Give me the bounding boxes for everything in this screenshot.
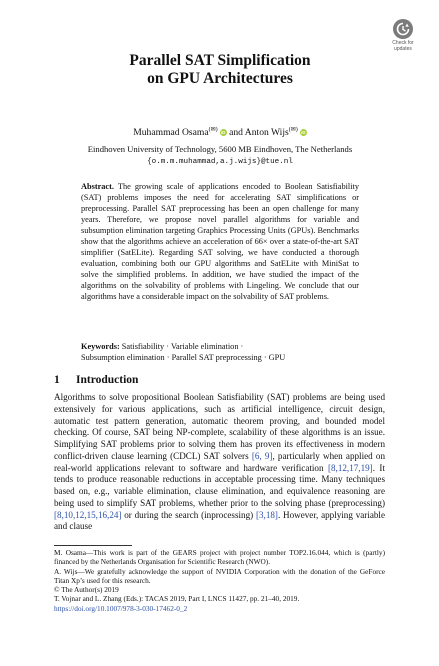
orcid-icon[interactable]: iD xyxy=(220,130,226,136)
orcid-icon[interactable]: iD xyxy=(301,130,306,136)
citation-link[interactable]: [8,12,17,19] xyxy=(327,462,373,473)
publication-citation: T. Vojnar and L. Zhang (Eds.): TACAS 2019, Part I, LNCS 11427, pp. 21–40, 2019. xyxy=(54,594,300,604)
abstract-text: The growing scale of applications encoded to Boolean Satisfiability (SAT) problems imposes the need for accelerating SAT simplifications or preprocessing. Parallel SAT preprocessing has been an open challenge for many years. Therefore, we propose novel parallel algorithms for variable and subsumption elimination targeting Graphics Processing Units (GPUs). Benchmarks show that the algorithms achieve an acceleration of 66× over a state-of-the-art SAT simplifier (SatELite). Regarding SAT solving, we have conducted a thorough evaluation, combining both our GPU algorithms and SatELite with MiniSat to solve the simplified problems. In addition, we have studied the impact of the algorithms on the solvability of problems with Lingeling. We conclude that our algorithms have a considerable impact on the solvability of SAT problems. xyxy=(81,182,359,302)
check-for-updates-label: Check for updates xyxy=(392,40,414,52)
footnote: A. Wijs—We gratefully acknowledge the support of NVIDIA Corporation with the donation of the GeForce Titan Xp’s used for this research. xyxy=(54,566,385,585)
author-list: Muhammad Osama(✉) iD and Anton Wijs(✉) iD xyxy=(133,127,306,139)
citation-link[interactable]: [3,18] xyxy=(255,509,278,520)
footnotes xyxy=(54,548,385,613)
section-heading: 1 Introduction xyxy=(54,374,139,386)
affiliation: Eindhoven University of Technology, 5600 MB Eindhoven, The Netherlands {o.m.m.muhammad,a.j.wijs}@tue.nl xyxy=(87,144,353,166)
paper-title: Parallel SAT Simplification on GPU Architectures xyxy=(129,52,311,87)
check-for-updates-icon xyxy=(393,19,413,39)
keywords: Keywords: Satisfiability · Variable elimination · Subsumption elimination · Parallel SAT preprocessing · GPU xyxy=(81,342,286,363)
footnote: M. Osama—This work is part of the GEARS project with project number TOP2.16.044, which is (partly) financed by the Netherlands Organisation for Scientific Research (NWO). xyxy=(54,548,385,567)
author-name: Anton Wijs xyxy=(244,127,289,139)
abstract-label: Abstract. xyxy=(81,182,114,191)
footnote-divider xyxy=(54,545,132,546)
copyright-line: © The Author(s) 2019 xyxy=(54,585,119,595)
introduction-paragraph: Algorithms to solve propositional Boolean Satisfiability (SAT) problems are being used extensively for various applications, such as artificial intelligence, circuit design, automatic test pattern generation, automatic theorem proving, and bounded model checking. Of course, SAT being NP-complete, scalability of these algorithms is an issue. Simplifying SAT problems prior to solving them has proven its effectiveness in modern conflict-driven clause learning (CDCL) SAT solvers [6, 9], particularly when applied on real-world applications relevant to software and hardware verification [8,12,17,19]. It tends to produce reasonable reductions in acceptable processing time. Many techniques based on, e.g., variable elimination, clause elimination, and equivalence reasoning are being used to simplify SAT problems, whether prior to the solving phase (preprocessing) [8,10,12,15,16,24] or during the search (inprocessing) [3,18]. However, applying variable and clause xyxy=(54,392,385,532)
author-name: Muhammad Osama xyxy=(133,127,209,139)
abstract xyxy=(81,181,359,303)
citation-link[interactable]: [8,10,12,15,16,24] xyxy=(54,509,122,520)
doi-link[interactable]: https://doi.org/10.1007/978-3-030-17462-0_2 xyxy=(54,603,188,613)
check-for-updates-badge[interactable] xyxy=(387,19,419,55)
citation-link[interactable]: [6, 9] xyxy=(251,450,273,461)
author-emails[interactable]: {o.m.m.muhammad,a.j.wijs}@tue.nl xyxy=(147,158,293,166)
keywords-label: Keywords: xyxy=(81,342,120,351)
